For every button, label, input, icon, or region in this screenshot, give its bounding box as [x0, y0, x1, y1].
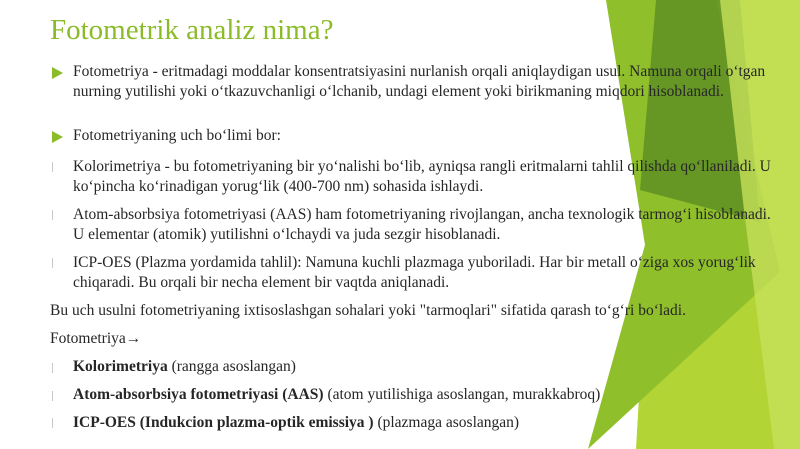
slide-title: Fotometrik analiz nima? — [50, 14, 334, 46]
paragraph-definition: Fotometriya - eritmadagi moddalar konsentratsiyasini nurlanish orqali aniqlaydigan usul. Namuna orqali o‘tgan nurning yutilishi yoki o‘tkazuvchanligi o‘lchanib, undagi element yoki birikmaning miqdori hisoblanadi. — [73, 63, 766, 100]
list-item-rest: (rangga asoslangan) — [167, 358, 296, 375]
list-item-bold: Kolorimetriya — [73, 358, 168, 375]
small-bullet-icon — [52, 162, 55, 172]
list-item-bold: ICP-OES (Indukcion plazma-optik emissiya ) — [73, 414, 374, 431]
list-item-icp-oes — [73, 413, 519, 433]
small-bullet-icon — [52, 363, 55, 373]
list-item-aas — [73, 385, 600, 405]
list-item-bold: Atom-absorbsiya fotometriyasi (AAS) — [73, 386, 324, 403]
small-bullet-icon — [52, 391, 55, 401]
small-bullet-icon — [52, 258, 55, 268]
summary-text: Bu uch usulni fotometriyaning ixtisoslashgan sohalari yoki "tarmoqlari" sifatida qarash to‘g‘ri bo‘ladi. — [50, 302, 686, 319]
paragraph-aas: Atom-absorbsiya fotometriyasi (AAS) ham fotometriyaning rivojlangan, ancha texnologik tarmog‘i hisoblanadi. U elementar (atomik) yutilishni o‘lchaydi va juda sezgir hisoblanadi. — [73, 206, 771, 243]
list-item-rest: (plazmaga asoslangan) — [373, 414, 520, 431]
paragraph-icp-oes: ICP-OES (Plazma yordamida tahlil): Namuna kuchli plazmaga yuboriladi. Har bir metall o‘ziga xos yorug‘lik chiqaradi. Bu orqali bir necha element bir vaqtda aniqlanadi. — [73, 254, 756, 291]
list-item-colorimetry — [73, 357, 296, 377]
paragraph-colorimetry: Kolorimetriya - bu fotometriyaning bir yo‘nalishi bo‘lib, ayniqsa rangli eritmalarni tahlil qilishda qo‘llaniladi. U ko‘pincha ko‘rinadigan yorug‘lik (400-700 nm) sohasida ishlaydi. — [73, 158, 771, 195]
small-bullet-icon — [52, 210, 55, 220]
list-item-rest: (atom yutilishiga asoslangan, murakkabroq) — [323, 386, 601, 403]
paragraph-three-branches: Fotometriyaning uch bo‘limi bor: — [73, 127, 281, 144]
triangle-bullet-icon — [52, 131, 63, 143]
fotometriya-arrow-label: Fotometriya→ — [50, 330, 142, 347]
small-bullet-icon — [52, 418, 55, 428]
triangle-bullet-icon — [52, 67, 63, 79]
